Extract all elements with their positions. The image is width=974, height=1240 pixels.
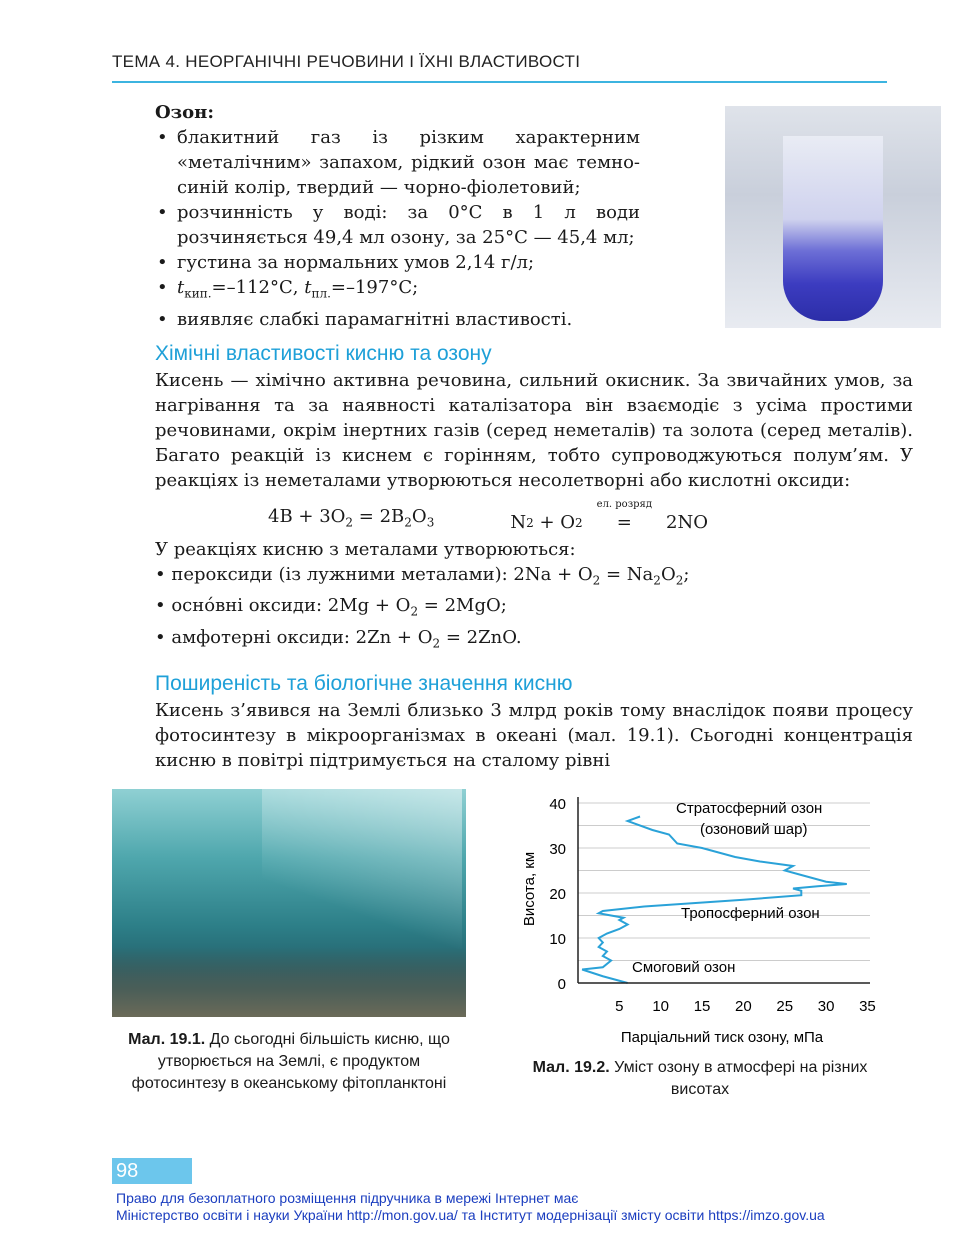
figure-19-1 <box>112 789 466 1101</box>
caption-text: До сьогодні більшість кисню, що утворюється на Землі, є продуктом фотосинтезу в океанському фітопланктоні <box>131 1031 450 1093</box>
y-tick-label: 40 <box>549 796 566 814</box>
equations-row <box>155 499 913 535</box>
x-tick-label: 15 <box>693 998 711 1016</box>
list-item: • осно́вні оксиди: $2Mg + O_2 = 2MgO$; <box>155 595 507 619</box>
sub-melting: пл. <box>311 286 331 301</box>
equation-nitrogen: N 2 + O 2 ел. розряд = 2NO <box>510 498 708 533</box>
x-axis-label: Парціальний тиск озону, мПа <box>620 1029 824 1047</box>
caption-text: Уміст озону в атмосфері на різних висотах <box>614 1059 868 1099</box>
y-tick-label: 20 <box>549 886 566 904</box>
x-tick-label: 35 <box>859 998 876 1016</box>
ozone-chart <box>510 789 890 1049</box>
ozone-properties <box>155 100 640 332</box>
equation-boron: $4B + 3O_2 = 2B_2O_3$ <box>268 506 435 530</box>
header-divider <box>112 81 887 83</box>
x-tick-label: 10 <box>652 998 670 1016</box>
figure-label: Мал. 19.2. <box>532 1059 610 1077</box>
equals-with-condition: ел. розряд = <box>596 498 653 533</box>
melting-point: =–197°С; <box>330 277 419 298</box>
ozone-title: Озон: <box>155 102 214 123</box>
amphoteric-oxides-label: амфотерні оксиди: <box>171 626 350 648</box>
x-tick-label: 30 <box>817 998 835 1016</box>
symbol-t: t <box>177 277 185 298</box>
annotation: Стратосферний озон <box>676 800 823 818</box>
section-title-chemical: Хімічні властивості кисню та озону <box>155 341 492 365</box>
paragraph-chemical: Кисень — хімічно активна речовина, сильний окисник. За звичайних умов, за нагрівання та за наявності каталізатора він взаємодіє з усіма простими речовинами, окрім інертних газів (серед неметалів) та золота (серед металів). Багато реакцій із киснем є горінням, тобто супроводжуються полум’ям. У реакціях із неметалами утворюються несолетворні або кислотні оксиди: <box>155 369 913 491</box>
figures-row <box>112 789 913 1101</box>
list-item: • розчинність у воді: за 0°С в 1 л води розчиняється 49,4 мл озону, за 25°С — 45,4 мл; <box>155 200 640 250</box>
x-tick-label: 20 <box>735 998 752 1016</box>
footer-line: Міністерство освіти і науки України http://mon.gov.ua/ та Інститут модернізації змісту освіти https://imzo.gov.ua <box>116 1207 825 1223</box>
section-title-abundance: Поширеність та біологічне значення кисню <box>155 672 573 696</box>
x-tick-label: 5 <box>615 998 624 1016</box>
peroxides-label: пероксиди (із лужними металами): <box>171 563 508 585</box>
figure-19-2-caption <box>510 1057 890 1101</box>
footer-line: Право для безоплатного розміщення підручника в мережі Інтернет має <box>116 1190 579 1206</box>
figure-19-1-caption <box>112 1029 466 1095</box>
footer-notice <box>116 1190 825 1224</box>
list-item: • густина за нормальних умов 2,14 г/л; <box>155 250 640 275</box>
annotation: Смоговий озон <box>632 959 736 977</box>
liquid-ozone-photo <box>725 106 941 328</box>
annotation: Тропосферний озон <box>681 905 820 923</box>
figure-19-2 <box>510 789 890 1101</box>
paragraph-abundance: Кисень з’явився на Землі близько 3 млрд років тому внаслідок появи процесу фотосинтезу в мікроорганізмах в океані (мал. 19.1). Сьогодні концентрація кисню в повітрі підтримується на сталому рівні <box>155 700 913 772</box>
sub-boiling: кип. <box>184 286 212 301</box>
ozone-block <box>155 100 913 332</box>
y-axis-label: Висота, км <box>521 852 538 927</box>
y-tick-label: 30 <box>549 841 566 859</box>
list-item: • пероксиди (із лужними металами): $2Na + O_2 = Na_2O_2$; <box>155 563 690 588</box>
list-item: • амфотерні оксиди: $2Zn + O_2 = 2ZnO$. <box>155 626 522 651</box>
y-tick-label: 10 <box>549 931 566 949</box>
basic-oxides-label: осно́вні оксиди: <box>171 595 323 617</box>
ocean-photo <box>112 789 466 1017</box>
figure-label: Мал. 19.1. <box>128 1031 206 1049</box>
annotation: (озоновий шар) <box>700 821 808 839</box>
chapter-header: ТЕМА 4. НЕОРГАНІЧНІ РЕЧОВИНИ І ЇХНІ ВЛАСТИВОСТІ <box>112 52 581 71</box>
main-column <box>128 100 913 1101</box>
y-tick-label: 0 <box>557 976 566 994</box>
symbol-t: t <box>304 277 312 298</box>
list-item: • виявляє слабкі парамагнітні властивості. <box>155 307 640 332</box>
equation-condition: ел. розряд <box>596 498 653 510</box>
x-tick-label: 25 <box>776 998 794 1016</box>
list-item <box>155 275 640 307</box>
metals-intro: У реакціях кисню з металами утворюються: <box>155 538 576 560</box>
page-number: 98 <box>112 1158 192 1184</box>
list-item: • блакитний газ із різким характерним «металічним» запахом, рідкий озон має темно-синій колір, твердий — чорно-фіолетовий; <box>155 125 640 200</box>
boiling-point: =–112°С, <box>211 277 299 298</box>
